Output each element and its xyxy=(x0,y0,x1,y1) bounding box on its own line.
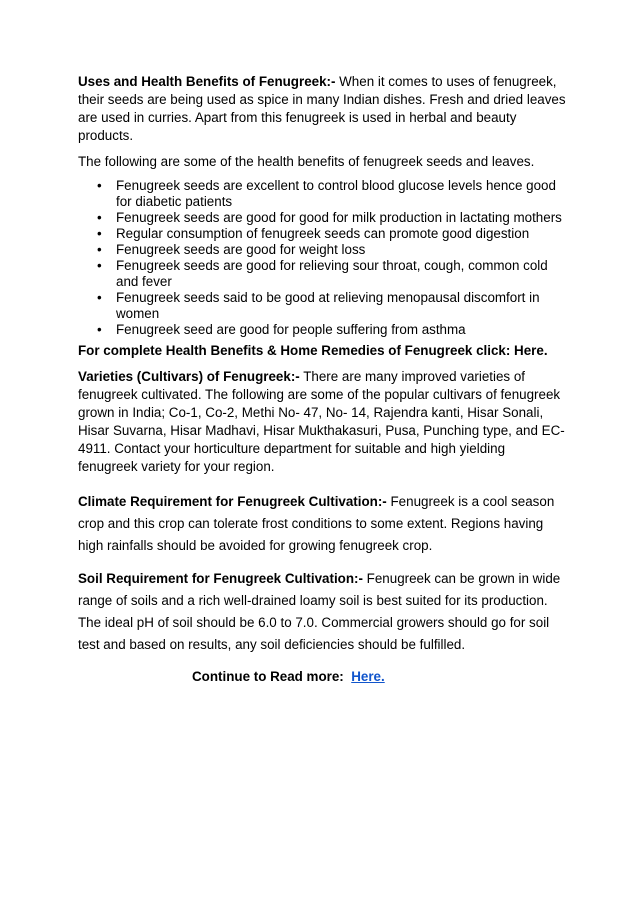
soil-paragraph xyxy=(78,568,568,656)
list-item-text: Fenugreek seeds are good for relieving sour throat, cough, common cold and fever xyxy=(116,258,548,289)
list-item xyxy=(78,258,568,290)
bullet-icon: • xyxy=(97,258,102,273)
bullet-icon: • xyxy=(97,322,102,337)
list-item xyxy=(78,322,568,338)
list-item xyxy=(78,226,568,242)
uses-heading: Uses and Health Benefits of Fenugreek:- xyxy=(78,74,336,89)
bullet-icon: • xyxy=(97,210,102,225)
varieties-paragraph xyxy=(78,368,568,476)
bullet-icon: • xyxy=(97,242,102,257)
bullet-icon: • xyxy=(97,178,102,193)
list-item-text: Fenugreek seeds are good for weight loss xyxy=(116,242,366,257)
climate-paragraph xyxy=(78,491,568,557)
list-item-text: Fenugreek seeds are excellent to control blood glucose levels hence good for diabetic patients xyxy=(116,178,556,209)
benefits-list xyxy=(78,178,568,338)
list-item xyxy=(78,290,568,322)
complete-benefits-line xyxy=(78,342,568,360)
continue-link[interactable]: Here. xyxy=(351,669,385,684)
list-item-text: Fenugreek seeds are good for good for milk production in lactating mothers xyxy=(116,210,562,225)
list-item xyxy=(78,178,568,210)
uses-text: When it comes to uses of fenugreek, their seeds are being used as spice in many Indian dishes. Fresh and dried leaves are used in curries. Apart from this fenugreek is used in herbal and beauty products. xyxy=(78,74,566,143)
climate-text: Fenugreek is a cool season crop and this crop can tolerate frost conditions to some extent. Regions having high rainfalls should be avoided for growing fenugreek crop. xyxy=(78,494,555,553)
varieties-heading: Varieties (Cultivars) of Fenugreek:- xyxy=(78,369,300,384)
list-item xyxy=(78,242,568,258)
uses-paragraph xyxy=(78,73,568,145)
soil-heading: Soil Requirement for Fenugreek Cultivation:- xyxy=(78,571,363,586)
complete-benefits-text: For complete Health Benefits & Home Remedies of Fenugreek click: Here. xyxy=(78,343,548,358)
list-item-text: Fenugreek seed are good for people suffering from asthma xyxy=(116,322,466,337)
climate-heading: Climate Requirement for Fenugreek Cultivation:- xyxy=(78,494,387,509)
list-item-text: Fenugreek seeds said to be good at relieving menopausal discomfort in women xyxy=(116,290,540,321)
benefits-intro: The following are some of the health benefits of fenugreek seeds and leaves. xyxy=(78,154,535,169)
continue-reading xyxy=(78,668,568,686)
list-item xyxy=(78,210,568,226)
soil-text: Fenugreek can be grown in wide range of soils and a rich well-drained loamy soil is best suited for its production. The ideal pH of soil should be 6.0 to 7.0. Commercial growers should go for soil test and based on results, any soil deficiencies should be fulfilled. xyxy=(78,571,561,652)
document-page xyxy=(78,73,568,686)
continue-label: Continue to Read more: xyxy=(192,669,344,684)
bullet-icon: • xyxy=(97,290,102,305)
list-item-text: Regular consumption of fenugreek seeds can promote good digestion xyxy=(116,226,530,241)
varieties-text: There are many improved varieties of fenugreek cultivated. The following are some of the popular cultivars of fenugreek grown in India; Co-1, Co-2, Methi No- 47, No- 14, Rajendra kanti, Hisar Sonali, Hisar Suvarna, Hisar Madhavi, Hisar Mukthakasuri, Pusa, Punching type, and EC- 4911. Contact your horticulture department for suitable and high yielding fenugreek variety for your region. xyxy=(78,369,565,474)
bullet-icon: • xyxy=(97,226,102,241)
